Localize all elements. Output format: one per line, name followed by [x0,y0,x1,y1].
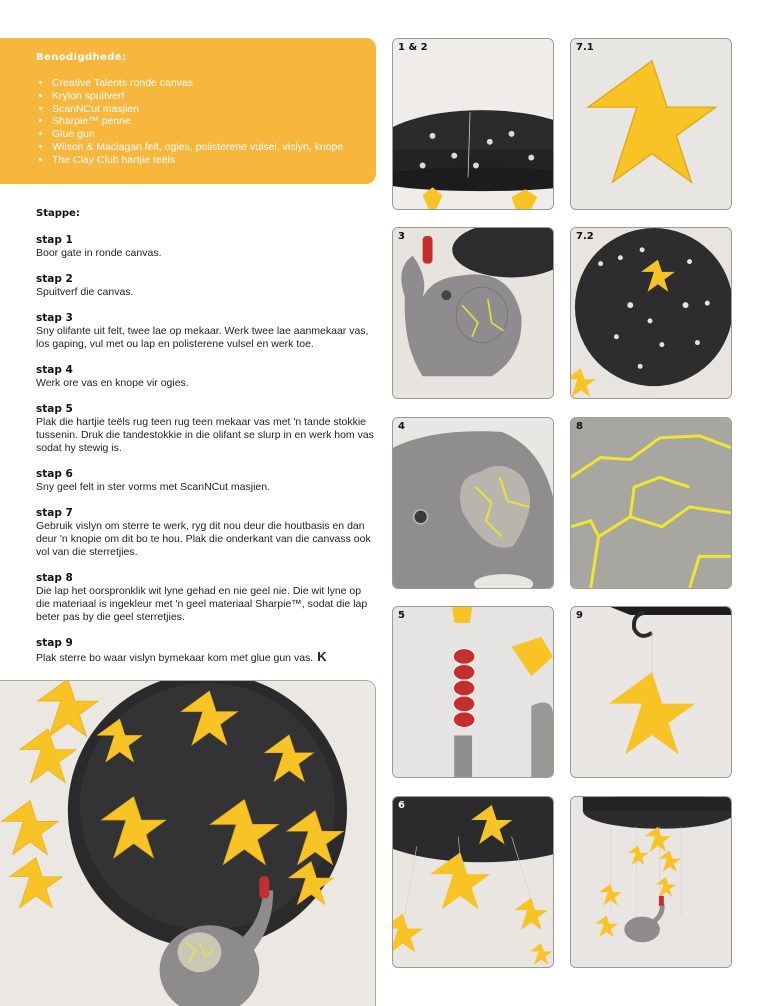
step-title: stap 9 [36,637,73,649]
photo-label: 9 [576,610,583,621]
step-title: stap 1 [36,234,73,246]
photo-step-6 [392,796,554,968]
elephant-felt-illustration [393,228,553,398]
step-title: stap 3 [36,312,73,324]
photo-step-3 [392,227,554,399]
step-text: Boor gate in ronde canvas. [36,247,162,259]
step-text [36,650,378,665]
fabric-lines-illustration [571,418,731,588]
photo-final-mobile [570,796,732,968]
step-item [36,312,378,351]
step-item [36,507,378,559]
steps-list [36,234,378,678]
heart-tiles-illustration [393,607,553,777]
photo-step-7-1 [570,38,732,210]
mobile-illustration [0,681,375,1006]
step-item [36,273,378,299]
materials-item: • The Clay Club hartjie teëls [52,154,366,167]
step-text: Gebruik vislyn om sterre te werk, ryg dit nou deur die houtbasis en dan deur 'n knopie om dit bo te hou. Plak die onderkant van die canvass ook vol van die sterretjies. [36,520,371,558]
photo-step-7-2 [570,227,732,399]
step-item [36,234,378,260]
photo-step-9 [570,606,732,778]
step-item [36,468,378,494]
steps-title: Stappe: [36,208,80,219]
photo-label: 7.2 [576,231,594,242]
step-title: stap 6 [36,468,73,480]
photo-label: 7.1 [576,42,594,53]
photo-label: 1 & 2 [398,42,428,53]
materials-list [36,77,366,167]
photo-label: 6 [398,800,405,811]
canvas-with-star-illustration [571,228,731,398]
step-text-content: Plak sterre bo waar vislyn bymekaar kom met glue gun vas. [36,652,314,664]
step-title: stap 7 [36,507,73,519]
step-text: Spuitverf die canvas. [36,286,134,298]
photo-label: 8 [576,421,583,432]
materials-box [0,38,376,184]
materials-item: • ScanNCut masjien [52,103,366,116]
step-title: stap 8 [36,572,73,584]
finished-mobile-illustration [571,797,731,967]
felt-star-illustration [571,39,731,209]
photo-label: 4 [398,421,405,432]
step-title: stap 2 [36,273,73,285]
materials-item: • Creative Talents ronde canvas [52,77,366,90]
step-item [36,572,378,624]
step-item [36,364,378,390]
main-mobile-photo [0,680,376,1006]
star-underside-illustration [393,797,553,967]
materials-item: • Sharpie™ penne [52,115,366,128]
step-text: Die lap het oorspronklik wit lyne gehad en nie geel nie. Die wit lyne op die materiaal is ingekleur met 'n geel materiaal Sharpie™, sodat die lap beter pas by die geel sterretjies. [36,585,368,623]
step-text: Werk ore vas en knope vir ogies. [36,377,189,389]
step-text: Plak die hartjie teëls rug teen rug teen mekaar vas met 'n tande stokkie tussenin. Druk die tandestokkie in die olifant se slurp in en werk hom vas sodat hy stewig is. [36,416,374,454]
materials-item: • Wilson & Maclagan felt, ogies, polisterene vulsel, vislyn, knope [52,141,366,154]
materials-item: • Glue gun [52,128,366,141]
materials-title: Benodigdhede: [36,52,127,63]
materials-item: • Krylon spuitverf [52,90,366,103]
hanging-star-illustration [571,607,731,777]
step-title: stap 4 [36,364,73,376]
step-text: Sny geel felt in ster vorms met ScanNCut masjien. [36,481,271,493]
elephant-ear-illustration [393,418,553,588]
step-title: stap 5 [36,403,73,415]
photo-step-8 [570,417,732,589]
canvas-drilled-illustration [393,39,553,209]
step-item [36,637,378,665]
step-text: Sny olifante uit felt, twee lae op mekaar. Werk twee lae aanmekaar vas, los gaping, vul met ou lap en polisterene vulsel en werk toe. [36,325,369,350]
photo-step-1-2 [392,38,554,210]
signoff-mark: K [317,649,327,664]
photo-label: 5 [398,610,405,621]
photo-label: 3 [398,231,405,242]
photo-step-4 [392,417,554,589]
photo-step-5 [392,606,554,778]
step-item [36,403,378,455]
